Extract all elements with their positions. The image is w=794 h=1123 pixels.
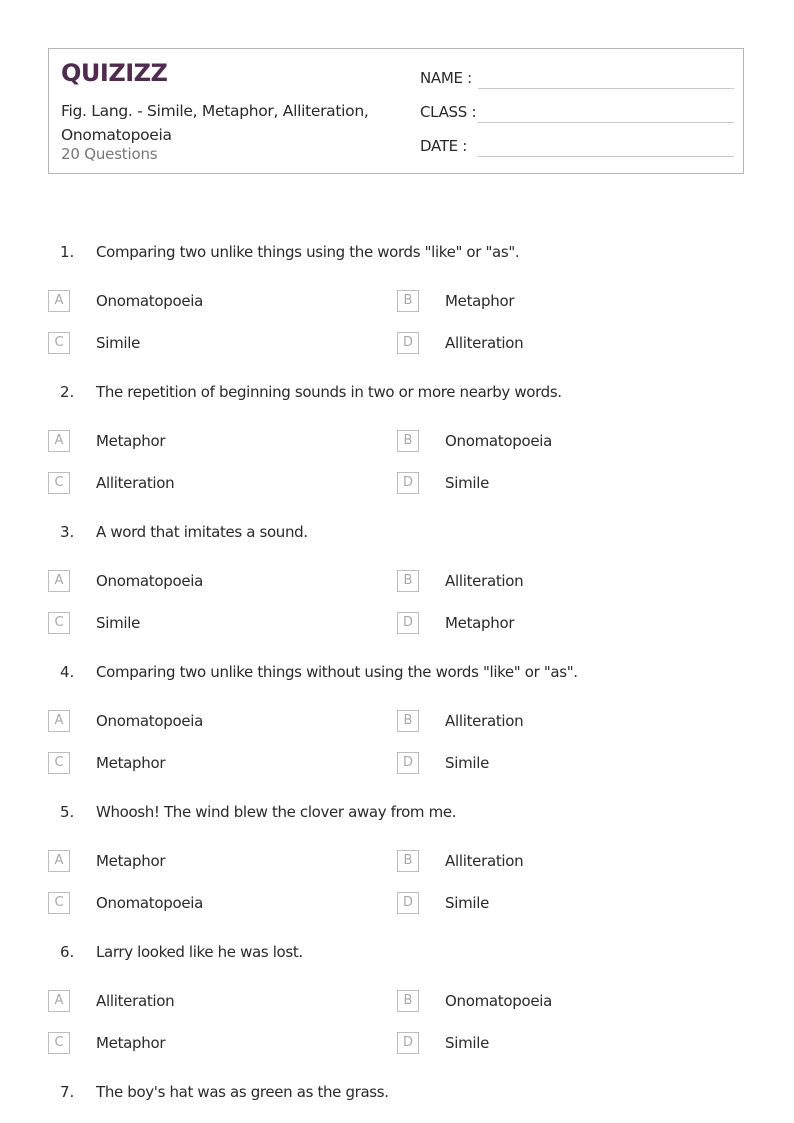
- question-7: [0, 1081, 794, 1111]
- option-letter-box[interactable]: B: [397, 290, 419, 312]
- date-line[interactable]: [478, 156, 734, 157]
- question-number: 6.: [60, 943, 75, 961]
- option-letter-box[interactable]: A: [48, 850, 70, 872]
- option-b[interactable]: [397, 850, 697, 874]
- question-number: 4.: [60, 663, 75, 681]
- question-3: [0, 521, 794, 661]
- question-text: Larry looked like he was lost.: [96, 943, 303, 961]
- option-letter-box[interactable]: B: [397, 850, 419, 872]
- option-b[interactable]: [397, 570, 697, 594]
- class-label: CLASS :: [420, 103, 477, 121]
- worksheet-title: Fig. Lang. - Simile, Metaphor, Alliteration, Onomatopoeia: [61, 102, 369, 144]
- option-letter-box[interactable]: B: [397, 710, 419, 732]
- question-2: [0, 381, 794, 521]
- option-c[interactable]: [48, 332, 348, 356]
- option-letter-box[interactable]: D: [397, 892, 419, 914]
- question-text: Whoosh! The wind blew the clover away from me.: [96, 803, 457, 821]
- option-letter-box[interactable]: B: [397, 570, 419, 592]
- question-number: 3.: [60, 523, 75, 541]
- option-text: Metaphor: [96, 852, 166, 870]
- option-letter-box[interactable]: D: [397, 1032, 419, 1054]
- option-a[interactable]: [48, 290, 348, 314]
- option-text: Onomatopoeia: [96, 894, 204, 912]
- option-text: Simile: [445, 754, 490, 772]
- option-c[interactable]: [48, 892, 348, 916]
- option-a[interactable]: [48, 570, 348, 594]
- option-letter-box[interactable]: A: [48, 290, 70, 312]
- option-d[interactable]: [397, 332, 697, 356]
- question-4: [0, 661, 794, 801]
- question-count: 20 Questions: [61, 145, 158, 163]
- option-text: Alliteration: [96, 474, 175, 492]
- option-b[interactable]: [397, 430, 697, 454]
- option-text: Metaphor: [445, 614, 515, 632]
- option-d[interactable]: [397, 472, 697, 496]
- name-label: NAME :: [420, 69, 472, 87]
- option-text: Alliteration: [96, 992, 175, 1010]
- option-text: Onomatopoeia: [96, 712, 204, 730]
- option-text: Metaphor: [96, 754, 166, 772]
- option-letter-box[interactable]: C: [48, 612, 70, 634]
- question-number: 5.: [60, 803, 75, 821]
- option-b[interactable]: [397, 710, 697, 734]
- class-field[interactable]: [420, 101, 734, 123]
- option-letter-box[interactable]: D: [397, 332, 419, 354]
- option-a[interactable]: [48, 990, 348, 1014]
- option-c[interactable]: [48, 472, 348, 496]
- option-text: Metaphor: [96, 1034, 166, 1052]
- option-d[interactable]: [397, 752, 697, 776]
- option-text: Alliteration: [445, 334, 524, 352]
- option-b[interactable]: [397, 990, 697, 1014]
- option-text: Metaphor: [96, 432, 166, 450]
- option-letter-box[interactable]: A: [48, 710, 70, 732]
- option-text: Alliteration: [445, 852, 524, 870]
- option-text: Alliteration: [445, 712, 524, 730]
- question-text: A word that imitates a sound.: [96, 523, 308, 541]
- option-d[interactable]: [397, 612, 697, 636]
- option-a[interactable]: [48, 850, 348, 874]
- option-text: Alliteration: [445, 572, 524, 590]
- name-field[interactable]: [420, 67, 734, 89]
- question-number: 1.: [60, 243, 75, 261]
- option-c[interactable]: [48, 752, 348, 776]
- class-line[interactable]: [478, 122, 734, 123]
- option-a[interactable]: [48, 710, 348, 734]
- option-letter-box[interactable]: A: [48, 430, 70, 452]
- option-text: Onomatopoeia: [445, 432, 553, 450]
- option-letter-box[interactable]: D: [397, 612, 419, 634]
- option-text: Simile: [445, 894, 490, 912]
- option-b[interactable]: [397, 290, 697, 314]
- option-letter-box[interactable]: C: [48, 472, 70, 494]
- question-1: [0, 241, 794, 381]
- question-5: [0, 801, 794, 941]
- question-number: 7.: [60, 1083, 75, 1101]
- option-letter-box[interactable]: D: [397, 472, 419, 494]
- option-text: Onomatopoeia: [96, 572, 204, 590]
- option-letter-box[interactable]: B: [397, 990, 419, 1012]
- date-label: DATE :: [420, 137, 468, 155]
- option-letter-box[interactable]: A: [48, 570, 70, 592]
- option-a[interactable]: [48, 430, 348, 454]
- question-text: Comparing two unlike things without using the words "like" or "as".: [96, 663, 578, 681]
- option-d[interactable]: [397, 1032, 697, 1056]
- worksheet-header: [48, 48, 744, 174]
- option-letter-box[interactable]: C: [48, 1032, 70, 1054]
- option-text: Simile: [445, 474, 490, 492]
- option-c[interactable]: [48, 612, 348, 636]
- option-letter-box[interactable]: C: [48, 752, 70, 774]
- option-letter-box[interactable]: C: [48, 892, 70, 914]
- option-letter-box[interactable]: C: [48, 332, 70, 354]
- option-text: Onomatopoeia: [96, 292, 204, 310]
- question-text: The repetition of beginning sounds in two or more nearby words.: [96, 383, 562, 401]
- date-field[interactable]: [420, 135, 734, 157]
- question-text: The boy's hat was as green as the grass.: [96, 1083, 389, 1101]
- option-text: Simile: [96, 614, 141, 632]
- option-d[interactable]: [397, 892, 697, 916]
- question-number: 2.: [60, 383, 75, 401]
- option-text: Metaphor: [445, 292, 515, 310]
- option-letter-box[interactable]: A: [48, 990, 70, 1012]
- option-text: Onomatopoeia: [445, 992, 553, 1010]
- option-letter-box[interactable]: B: [397, 430, 419, 452]
- question-6: [0, 941, 794, 1081]
- option-text: Simile: [445, 1034, 490, 1052]
- option-text: Simile: [96, 334, 141, 352]
- option-letter-box[interactable]: D: [397, 752, 419, 774]
- quizizz-logo: QUIZIZZ: [61, 59, 168, 87]
- question-text: Comparing two unlike things using the words "like" or "as".: [96, 243, 520, 261]
- option-c[interactable]: [48, 1032, 348, 1056]
- name-line[interactable]: [478, 88, 734, 89]
